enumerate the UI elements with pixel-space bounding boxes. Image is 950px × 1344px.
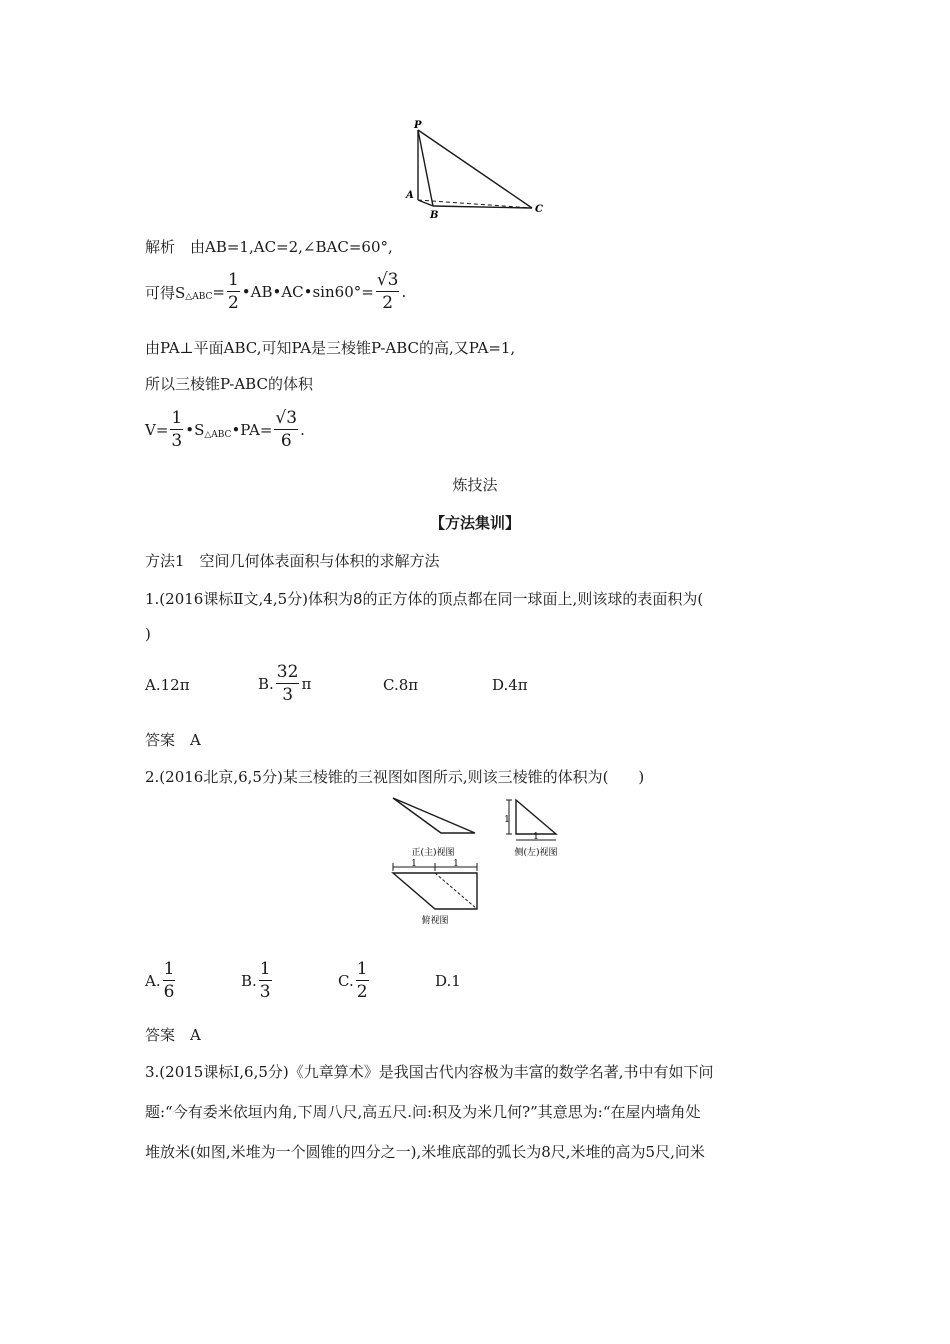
text-segment: •PA=: [231, 421, 273, 439]
side-view-label: 侧(左)视图: [514, 848, 558, 858]
denominator: 2: [356, 982, 368, 1002]
denominator: 2: [382, 293, 394, 313]
top-view-hidden-edge: [435, 873, 477, 909]
q2-option-b: [241, 961, 274, 1001]
q1-answer: 答案 A: [145, 731, 201, 749]
method-1-title: 方法1 空间几何体表面积与体积的求解方法: [145, 552, 440, 570]
denominator: 3: [171, 431, 183, 451]
vertex-label-p: P: [414, 120, 422, 131]
numerator: 1: [356, 959, 368, 979]
q1-option-a: A.12π: [145, 676, 190, 694]
numerator: √3: [275, 408, 298, 428]
text-segment: .: [300, 421, 305, 439]
numerator: √3: [376, 270, 399, 290]
solution-line-1: 解析 由AB=1,AC=2,∠BAC=60°,: [145, 238, 393, 256]
q2-option-d: D.1: [435, 972, 461, 990]
q1-option-d: D.4π: [492, 676, 528, 694]
vertex-label-c: C: [535, 204, 543, 215]
fraction-result: [274, 410, 298, 450]
text-segment: •AB•AC•sin60°=: [241, 283, 374, 301]
option-label: B.: [258, 675, 274, 693]
q2-option-c: [338, 961, 371, 1001]
vertex-label-b: B: [430, 210, 439, 221]
text-segment: V=: [145, 421, 169, 439]
front-view-shape: [393, 798, 475, 833]
numerator: 1: [171, 408, 183, 428]
solution-line-3: 由PA⊥平面ABC,可知PA是三棱锥P-ABC的高,又PA=1,: [145, 339, 516, 357]
denominator: 2: [227, 293, 239, 313]
option-label: B.: [241, 972, 257, 990]
top-view-label: 俯视图: [421, 916, 449, 926]
question-2-text: 2.(2016北京,6,5分)某三棱锥的三视图如图所示,则该三棱锥的体积为( ): [145, 768, 645, 786]
top-view-shape: [393, 873, 477, 909]
question-3-line-2: 题:“今有委米依垣内角,下周八尺,高五尺.问:积及为米几何?”其意思为:“在屋内墙角处: [145, 1103, 701, 1121]
side-view-shape: [516, 800, 556, 834]
denominator: 3: [282, 685, 294, 705]
option-suffix: π: [301, 675, 312, 693]
question-1-text-cont: ): [145, 625, 151, 643]
fraction: [170, 410, 183, 450]
text-segment: .: [401, 283, 407, 301]
fraction: [163, 961, 176, 1001]
denominator: 6: [163, 982, 175, 1002]
numerator: 32: [276, 662, 299, 682]
section-title: 炼技法: [452, 476, 498, 494]
fraction: [276, 664, 300, 704]
subscript: △ABC: [185, 292, 213, 302]
text-segment: =: [212, 283, 225, 301]
question-3-line-3: 堆放米(如图,米堆为一个圆锥的四分之一),米堆底部的弧长为8尺,米堆的高为5尺,问米: [145, 1143, 705, 1161]
denominator: 6: [280, 431, 292, 451]
solution-line-5: [145, 410, 305, 450]
q1-option-b: [258, 664, 311, 704]
side-height-label: 1: [504, 815, 510, 825]
subscript: △ABC: [204, 430, 232, 440]
q2-option-a: [145, 961, 177, 1001]
fraction-result: [376, 272, 400, 312]
edge-pb: [418, 130, 433, 206]
numerator: 1: [163, 959, 175, 979]
three-view-figure: [385, 792, 565, 930]
top-dim-label-2: 1: [453, 859, 459, 869]
side-width-label: 1: [533, 832, 539, 842]
vertex-label-a: A: [406, 190, 414, 201]
denominator: 3: [259, 982, 271, 1002]
question-1-text: 1.(2016课标Ⅱ文,4,5分)体积为8的正方体的顶点都在同一球面上,则该球的表面积为(: [145, 590, 704, 608]
option-label: C.: [338, 972, 354, 990]
section-subtitle: 【方法集训】: [429, 514, 520, 532]
text-segment: 可得S: [145, 283, 186, 302]
question-3-line-1: 3.(2015课标Ⅰ,6,5分)《九章算术》是我国古代内容极为丰富的数学名著,书中有如下问: [145, 1063, 714, 1081]
fraction: [259, 961, 272, 1001]
q2-answer: 答案 A: [145, 1026, 201, 1044]
top-dim-label-1: 1: [411, 859, 417, 869]
numerator: 1: [259, 959, 271, 979]
q1-option-c: C.8π: [383, 676, 419, 694]
solution-line-2: [145, 272, 406, 312]
solution-line-4: 所以三棱锥P-ABC的体积: [145, 375, 313, 393]
fraction: [227, 272, 240, 312]
numerator: 1: [227, 270, 239, 290]
front-view-label: 正(主)视图: [411, 848, 455, 858]
tetrahedron-figure: [400, 118, 550, 223]
edge-pc: [418, 130, 532, 208]
option-label: A.: [145, 972, 161, 990]
text-segment: •S: [185, 421, 205, 439]
fraction: [356, 961, 369, 1001]
